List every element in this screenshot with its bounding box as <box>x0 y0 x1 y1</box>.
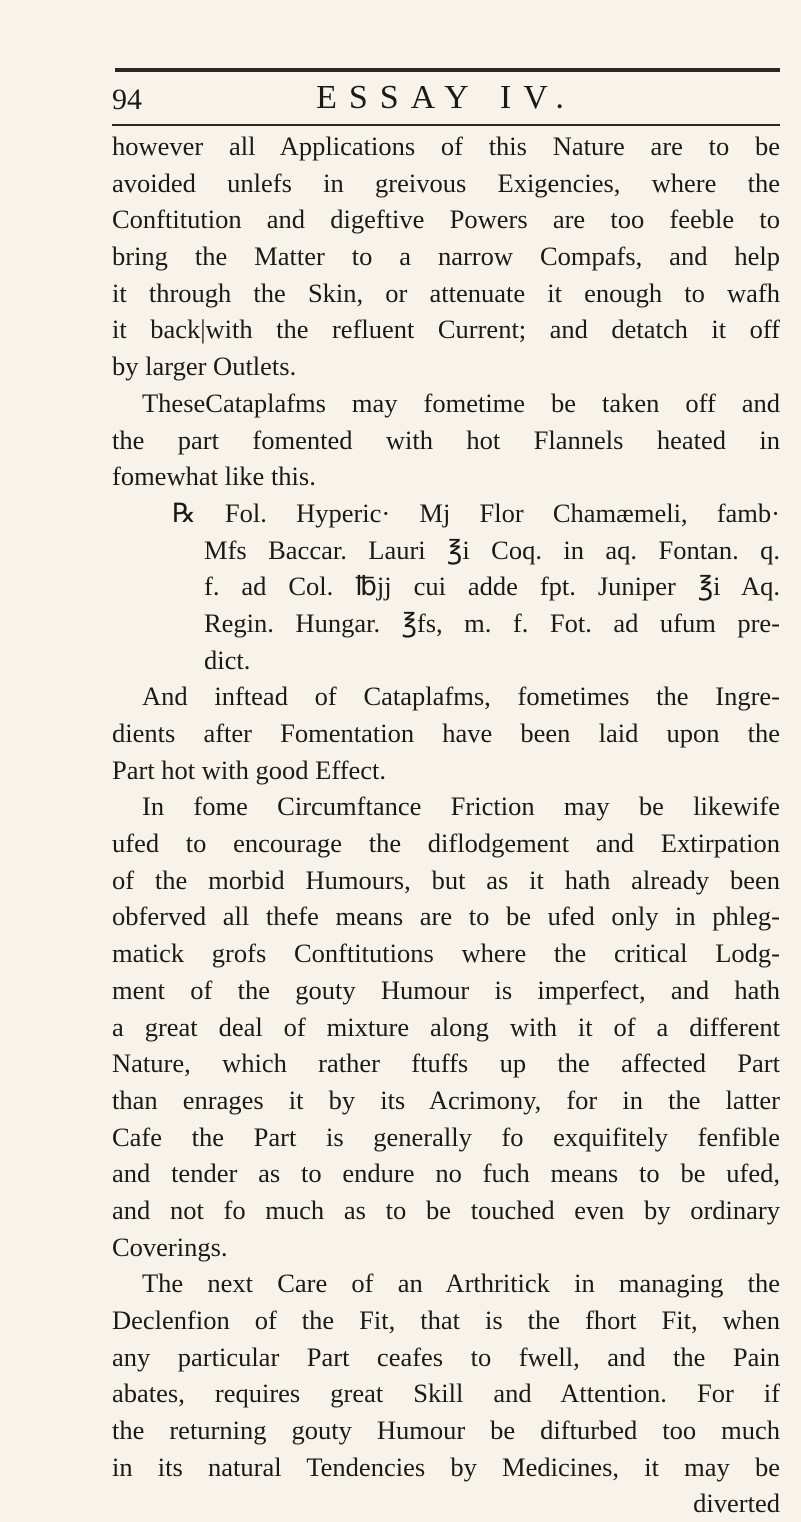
recipe-line: ℞ Fol. Hyperic· Mj Flor Chamæmeli, famb· <box>172 497 780 528</box>
text-line: ment of the gouty Humour is imperfect, and hath <box>112 974 780 1005</box>
text-line: matick grofs Conftitutions where the critical Lodg- <box>112 938 780 969</box>
text-line: the returning gouty Humour be difturbed too much <box>112 1415 780 1446</box>
text-line: obferved all thefe means are to be ufed only in phleg- <box>112 901 780 932</box>
text-line: ufed to encourage the diflodgement and Extirpation <box>112 828 780 859</box>
text-line: Declenfion of the Fit, that is the fhort Fit, when <box>112 1305 780 1335</box>
text-line: it through the Skin, or attenuate it enough to wafh <box>112 277 780 308</box>
recipe-line: dict. <box>204 644 251 675</box>
text-line: abates, requires great Skill and Attention. For if <box>112 1378 780 1409</box>
text-line: In fome Circumftance Friction may be likewife <box>142 791 780 822</box>
text-line: a great deal of mixture along with it of a different <box>112 1011 780 1042</box>
text-line: however all Applications of this Nature are to be <box>112 131 780 161</box>
text-line: And inftead of Cataplafms, fometimes the Ingre- <box>142 681 780 712</box>
recipe-line: f. ad Col. ℔jj cui adde fpt. Juniper ℥i Aq. <box>204 571 780 602</box>
text-line: Part hot with good Effect. <box>112 754 387 785</box>
text-line: avoided unlefs in greivous Exigencies, where the <box>112 167 780 198</box>
text-line: and tender as to endure no fuch means to be ufed, <box>112 1158 780 1189</box>
text-line: Conftitution and digeftive Powers are too feeble to <box>112 204 780 235</box>
header-rule <box>112 124 780 126</box>
running-head: ESSAY IV. <box>316 79 576 116</box>
text-line: by larger Outlets. <box>112 351 297 382</box>
text-line: the part fomented with hot Flannels heated in <box>112 424 780 455</box>
text-line: The next Care of an Arthritick in managing the <box>142 1268 780 1299</box>
text-line: Cafe the Part is generally fo exquifitely fenfible <box>112 1121 780 1152</box>
text-line: dients after Fomentation have been laid upon the <box>112 718 780 748</box>
text-line: than enrages it by its Acrimony, for in the latter <box>112 1084 780 1115</box>
top-rule <box>115 68 780 72</box>
text-line: TheseCataplafms may fometime be taken off and <box>142 387 780 418</box>
page-header <box>112 75 780 129</box>
body-text <box>112 128 780 1522</box>
text-line: Nature, which rather ftuffs up the affected Part <box>112 1048 780 1079</box>
text-line: and not fo much as to be touched even by ordinary <box>112 1194 780 1225</box>
page-number: 94 <box>112 83 142 116</box>
text-line: any particular Part ceafes to fwell, and the Pain <box>112 1341 780 1372</box>
text-line: Coverings. <box>112 1231 228 1262</box>
catchword: diverted <box>693 1488 780 1519</box>
recipe-line: Regin. Hungar. ℥fs, m. f. Fot. ad ufum pre- <box>204 607 780 638</box>
text-line: bring the Matter to a narrow Compafs, and help <box>112 241 780 272</box>
text-line: it back|with the refluent Current; and detatch it off <box>112 314 780 345</box>
text-line: fomewhat like this. <box>112 461 316 492</box>
text-line: in its natural Tendencies by Medicines, it may be <box>112 1451 780 1482</box>
text-line: of the morbid Humours, but as it hath already been <box>112 864 780 895</box>
recipe-line: Mfs Baccar. Lauri ℥i Coq. in aq. Fontan. q. <box>204 534 780 565</box>
